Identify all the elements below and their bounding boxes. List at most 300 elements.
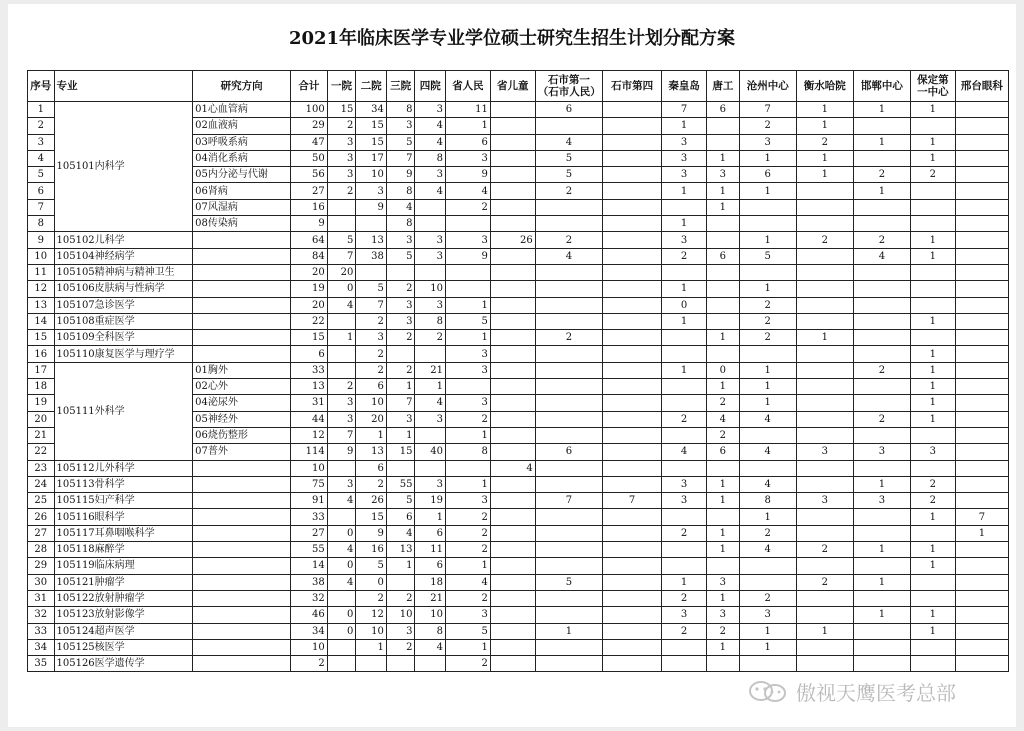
row-number: 11 (28, 264, 55, 280)
quota-cell (707, 460, 740, 476)
quota-cell: 1 (356, 639, 387, 655)
row-number: 20 (28, 411, 55, 427)
quota-cell: 1 (707, 199, 740, 215)
quota-cell: 2 (535, 183, 602, 199)
quota-cell (853, 330, 910, 346)
quota-cell: 15 (327, 102, 356, 118)
column-header: 沧州中心 (739, 71, 796, 102)
quota-cell: 2 (291, 656, 328, 672)
quota-cell (955, 590, 1008, 606)
quota-cell (535, 460, 602, 476)
table-row (28, 509, 1009, 525)
quota-cell: 4 (739, 542, 796, 558)
column-header: 一院 (327, 71, 356, 102)
quota-cell: 1 (707, 476, 740, 492)
quota-cell (955, 427, 1008, 443)
quota-cell: 4 (662, 444, 707, 460)
column-header: 石市第四 (603, 71, 662, 102)
quota-cell: 2 (356, 313, 387, 329)
quota-cell (327, 590, 356, 606)
quota-cell: 2 (415, 330, 446, 346)
quota-cell (853, 346, 910, 362)
quota-cell: 10 (415, 607, 446, 623)
quota-cell (707, 281, 740, 297)
quota-cell: 1 (707, 150, 740, 166)
research-direction-cell: 06烧伤整形 (193, 427, 291, 443)
quota-cell: 13 (356, 444, 387, 460)
quota-cell (490, 264, 535, 280)
quota-cell: 34 (356, 102, 387, 118)
quota-cell (707, 232, 740, 248)
quota-cell (535, 297, 602, 313)
quota-cell: 84 (291, 248, 328, 264)
major-cell: 105105精神病与精神卫生 (54, 264, 193, 280)
table-row (28, 656, 1009, 672)
quota-cell (955, 264, 1008, 280)
quota-cell (535, 590, 602, 606)
table-row (28, 574, 1009, 590)
quota-cell: 2 (853, 167, 910, 183)
quota-cell (490, 493, 535, 509)
quota-cell: 1 (739, 379, 796, 395)
quota-cell (603, 623, 662, 639)
quota-cell: 9 (291, 216, 328, 232)
quota-cell (796, 639, 853, 655)
quota-cell: 2 (662, 525, 707, 541)
quota-cell (955, 281, 1008, 297)
quota-cell (955, 623, 1008, 639)
quota-cell: 2 (535, 330, 602, 346)
quota-cell: 9 (327, 444, 356, 460)
quota-cell (739, 558, 796, 574)
quota-cell: 2 (446, 656, 491, 672)
quota-cell: 2 (327, 118, 356, 134)
quota-cell (662, 427, 707, 443)
column-header: 邢台眼科 (955, 71, 1008, 102)
quota-cell: 1 (386, 379, 415, 395)
quota-cell (739, 427, 796, 443)
quota-cell: 2 (446, 590, 491, 606)
table-row (28, 362, 1009, 378)
quota-cell (739, 460, 796, 476)
column-header: 省儿童 (490, 71, 535, 102)
quota-cell: 1 (446, 297, 491, 313)
quota-cell (662, 558, 707, 574)
quota-cell: 4 (386, 525, 415, 541)
quota-cell: 1 (739, 623, 796, 639)
quota-cell: 1 (796, 330, 853, 346)
major-cell: 105115妇产科学 (54, 493, 193, 509)
quota-cell: 15 (356, 134, 387, 150)
quota-cell: 9 (356, 199, 387, 215)
table-row (28, 542, 1009, 558)
quota-cell: 2 (535, 232, 602, 248)
quota-cell: 0 (327, 623, 356, 639)
quota-cell (707, 118, 740, 134)
row-number: 22 (28, 444, 55, 460)
quota-cell: 5 (535, 574, 602, 590)
quota-cell: 1 (910, 102, 955, 118)
major-cell: 105107急诊医学 (54, 297, 193, 313)
quota-cell (662, 346, 707, 362)
quota-cell (955, 248, 1008, 264)
quota-cell: 55 (386, 476, 415, 492)
quota-cell (853, 199, 910, 215)
table-row (28, 525, 1009, 541)
quota-cell: 1 (662, 183, 707, 199)
quota-cell: 8 (739, 493, 796, 509)
quota-cell: 10 (415, 281, 446, 297)
quota-cell: 19 (291, 281, 328, 297)
quota-cell: 1 (707, 183, 740, 199)
quota-cell: 5 (386, 493, 415, 509)
research-direction-cell: 04泌尿外 (193, 395, 291, 411)
quota-cell (853, 281, 910, 297)
quota-cell: 1 (739, 150, 796, 166)
research-direction-cell (193, 623, 291, 639)
quota-cell (955, 379, 1008, 395)
research-direction-cell (193, 313, 291, 329)
table-row (28, 346, 1009, 362)
quota-cell: 2 (910, 493, 955, 509)
table-row (28, 623, 1009, 639)
quota-cell: 9 (446, 248, 491, 264)
quota-cell (796, 460, 853, 476)
quota-cell: 3 (446, 232, 491, 248)
row-number: 12 (28, 281, 55, 297)
quota-cell: 2 (356, 590, 387, 606)
research-direction-cell: 01胸外 (193, 362, 291, 378)
quota-cell: 1 (796, 102, 853, 118)
row-number: 1 (28, 102, 55, 118)
quota-cell: 4 (327, 493, 356, 509)
quota-cell (535, 525, 602, 541)
quota-cell: 1 (853, 476, 910, 492)
quota-cell (386, 346, 415, 362)
quota-cell: 1 (910, 248, 955, 264)
quota-cell (910, 525, 955, 541)
major-cell: 105109全科医学 (54, 330, 193, 346)
quota-cell: 4 (535, 248, 602, 264)
quota-cell: 2 (707, 427, 740, 443)
quota-cell (490, 167, 535, 183)
quota-cell (446, 379, 491, 395)
quota-cell: 3 (853, 444, 910, 460)
row-number: 21 (28, 427, 55, 443)
quota-cell: 2 (386, 590, 415, 606)
table-row (28, 330, 1009, 346)
quota-cell (796, 476, 853, 492)
quota-cell: 2 (386, 639, 415, 655)
quota-cell (707, 134, 740, 150)
quota-cell (603, 558, 662, 574)
quota-cell: 2 (796, 134, 853, 150)
quota-cell (603, 216, 662, 232)
quota-cell: 33 (291, 362, 328, 378)
quota-cell: 15 (386, 444, 415, 460)
quota-cell: 1 (415, 379, 446, 395)
quota-cell: 2 (739, 525, 796, 541)
quota-cell (955, 346, 1008, 362)
quota-cell: 7 (739, 102, 796, 118)
quota-cell (853, 460, 910, 476)
quota-cell: 27 (291, 525, 328, 541)
quota-cell: 5 (535, 167, 602, 183)
quota-cell (490, 379, 535, 395)
quota-cell: 6 (535, 444, 602, 460)
quota-cell: 3 (707, 167, 740, 183)
major-cell: 105125核医学 (54, 639, 193, 655)
research-direction-cell: 08传染病 (193, 216, 291, 232)
quota-cell: 4 (327, 542, 356, 558)
quota-cell (796, 199, 853, 215)
quota-cell: 4 (739, 444, 796, 460)
quota-cell (796, 509, 853, 525)
column-header: 秦皇岛 (662, 71, 707, 102)
quota-cell (490, 313, 535, 329)
quota-cell: 1 (910, 379, 955, 395)
row-number: 16 (28, 346, 55, 362)
quota-cell (662, 656, 707, 672)
quota-cell: 1 (955, 525, 1008, 541)
quota-cell (603, 639, 662, 655)
quota-cell (739, 216, 796, 232)
major-cell: 105123放射影像学 (54, 607, 193, 623)
quota-cell (739, 199, 796, 215)
quota-cell: 20 (291, 264, 328, 280)
quota-cell (603, 102, 662, 118)
quota-cell: 38 (356, 248, 387, 264)
quota-cell: 9 (446, 167, 491, 183)
quota-cell (603, 379, 662, 395)
quota-cell: 0 (327, 558, 356, 574)
quota-cell: 8 (386, 102, 415, 118)
quota-cell: 3 (662, 493, 707, 509)
research-direction-cell: 05内分泌与代谢 (193, 167, 291, 183)
row-number: 8 (28, 216, 55, 232)
quota-cell (853, 590, 910, 606)
quota-cell: 1 (415, 509, 446, 525)
quota-cell (662, 379, 707, 395)
major-cell: 105113骨科学 (54, 476, 193, 492)
quota-cell (955, 118, 1008, 134)
quota-cell: 2 (910, 476, 955, 492)
quota-cell: 114 (291, 444, 328, 460)
quota-cell: 2 (853, 232, 910, 248)
quota-cell (490, 362, 535, 378)
quota-cell: 3 (415, 297, 446, 313)
quota-cell (796, 264, 853, 280)
quota-cell (603, 297, 662, 313)
quota-cell: 20 (291, 297, 328, 313)
quota-cell (739, 574, 796, 590)
quota-cell (603, 330, 662, 346)
quota-cell: 3 (327, 411, 356, 427)
quota-cell: 1 (386, 427, 415, 443)
quota-cell (910, 639, 955, 655)
quota-cell: 2 (446, 411, 491, 427)
quota-cell (490, 623, 535, 639)
quota-cell: 14 (291, 558, 328, 574)
quota-cell: 1 (853, 574, 910, 590)
quota-cell: 3 (327, 476, 356, 492)
major-cell: 105119临床病理 (54, 558, 193, 574)
quota-cell (739, 656, 796, 672)
quota-cell: 1 (707, 330, 740, 346)
quota-cell: 1 (446, 118, 491, 134)
quota-cell: 1 (535, 623, 602, 639)
quota-cell: 3 (386, 118, 415, 134)
quota-cell (955, 330, 1008, 346)
quota-cell: 13 (386, 542, 415, 558)
research-direction-cell (193, 607, 291, 623)
quota-cell (490, 281, 535, 297)
research-direction-cell: 04消化系病 (193, 150, 291, 166)
quota-cell (490, 118, 535, 134)
quota-cell (327, 362, 356, 378)
quota-cell: 1 (910, 313, 955, 329)
quota-cell (535, 313, 602, 329)
row-number: 24 (28, 476, 55, 492)
row-number: 10 (28, 248, 55, 264)
quota-cell (535, 656, 602, 672)
quota-cell (955, 297, 1008, 313)
major-cell: 105110康复医学与理疗学 (54, 346, 193, 362)
quota-cell: 3 (386, 297, 415, 313)
quota-cell: 1 (662, 216, 707, 232)
quota-cell (386, 656, 415, 672)
quota-cell: 0 (356, 574, 387, 590)
quota-cell (603, 134, 662, 150)
quota-cell: 8 (415, 623, 446, 639)
quota-cell: 64 (291, 232, 328, 248)
quota-cell (853, 656, 910, 672)
quota-cell: 6 (535, 102, 602, 118)
quota-cell (415, 460, 446, 476)
quota-cell (386, 460, 415, 476)
quota-cell (490, 248, 535, 264)
quota-cell (603, 395, 662, 411)
quota-cell (490, 656, 535, 672)
column-header: 石市第一（石市人民） (535, 71, 602, 102)
quota-cell (853, 297, 910, 313)
quota-cell: 4 (415, 134, 446, 150)
quota-cell: 7 (955, 509, 1008, 525)
table-row (28, 639, 1009, 655)
table-body (28, 102, 1009, 672)
quota-cell (603, 183, 662, 199)
quota-cell (910, 297, 955, 313)
quota-cell: 4 (415, 395, 446, 411)
quota-cell: 2 (707, 395, 740, 411)
quota-cell (603, 281, 662, 297)
quota-cell: 40 (415, 444, 446, 460)
quota-cell: 0 (327, 281, 356, 297)
quota-cell: 29 (291, 118, 328, 134)
quota-cell: 26 (490, 232, 535, 248)
quota-cell: 4 (853, 248, 910, 264)
quota-cell (910, 330, 955, 346)
quota-cell: 2 (446, 525, 491, 541)
research-direction-cell: 05神经外 (193, 411, 291, 427)
research-direction-cell: 07普外 (193, 444, 291, 460)
quota-cell: 5 (446, 313, 491, 329)
quota-cell: 5 (386, 134, 415, 150)
major-cell: 105116眼科学 (54, 509, 193, 525)
quota-cell: 2 (356, 476, 387, 492)
quota-cell: 1 (910, 509, 955, 525)
table-row (28, 248, 1009, 264)
quota-cell: 100 (291, 102, 328, 118)
quota-cell (535, 199, 602, 215)
quota-cell (910, 199, 955, 215)
quota-cell (910, 281, 955, 297)
quota-cell: 7 (386, 150, 415, 166)
row-number: 7 (28, 199, 55, 215)
research-direction-cell (193, 574, 291, 590)
quota-cell (490, 199, 535, 215)
quota-cell: 1 (853, 542, 910, 558)
table-row (28, 460, 1009, 476)
quota-cell (955, 656, 1008, 672)
research-direction-cell (193, 346, 291, 362)
quota-cell: 2 (853, 362, 910, 378)
quota-cell (796, 395, 853, 411)
quota-cell (910, 574, 955, 590)
quota-cell (535, 216, 602, 232)
quota-cell (910, 183, 955, 199)
quota-cell (490, 574, 535, 590)
quota-cell (955, 232, 1008, 248)
quota-cell: 1 (910, 623, 955, 639)
quota-cell (662, 264, 707, 280)
quota-cell: 1 (910, 558, 955, 574)
quota-cell (603, 656, 662, 672)
table-row (28, 102, 1009, 118)
table-row (28, 264, 1009, 280)
quota-cell (853, 623, 910, 639)
quota-cell (603, 509, 662, 525)
research-direction-cell (193, 558, 291, 574)
quota-cell (415, 216, 446, 232)
quota-cell (490, 444, 535, 460)
column-header: 序号 (28, 71, 55, 102)
quota-cell (535, 607, 602, 623)
row-number: 26 (28, 509, 55, 525)
quota-cell (535, 411, 602, 427)
quota-cell: 4 (739, 411, 796, 427)
quota-cell (955, 444, 1008, 460)
major-cell: 105112儿外科学 (54, 460, 193, 476)
quota-cell (535, 379, 602, 395)
quota-cell: 4 (415, 118, 446, 134)
quota-cell (535, 639, 602, 655)
major-cell: 105121肿瘤学 (54, 574, 193, 590)
quota-cell (603, 150, 662, 166)
quota-cell: 13 (356, 232, 387, 248)
quota-cell (910, 656, 955, 672)
quota-cell: 3 (386, 232, 415, 248)
column-header: 保定第一中心 (910, 71, 955, 102)
table-row (28, 281, 1009, 297)
quota-cell: 1 (707, 590, 740, 606)
quota-cell (490, 427, 535, 443)
quota-cell (707, 216, 740, 232)
quota-cell: 2 (446, 199, 491, 215)
quota-cell (662, 542, 707, 558)
row-number: 3 (28, 134, 55, 150)
quota-cell: 1 (910, 411, 955, 427)
